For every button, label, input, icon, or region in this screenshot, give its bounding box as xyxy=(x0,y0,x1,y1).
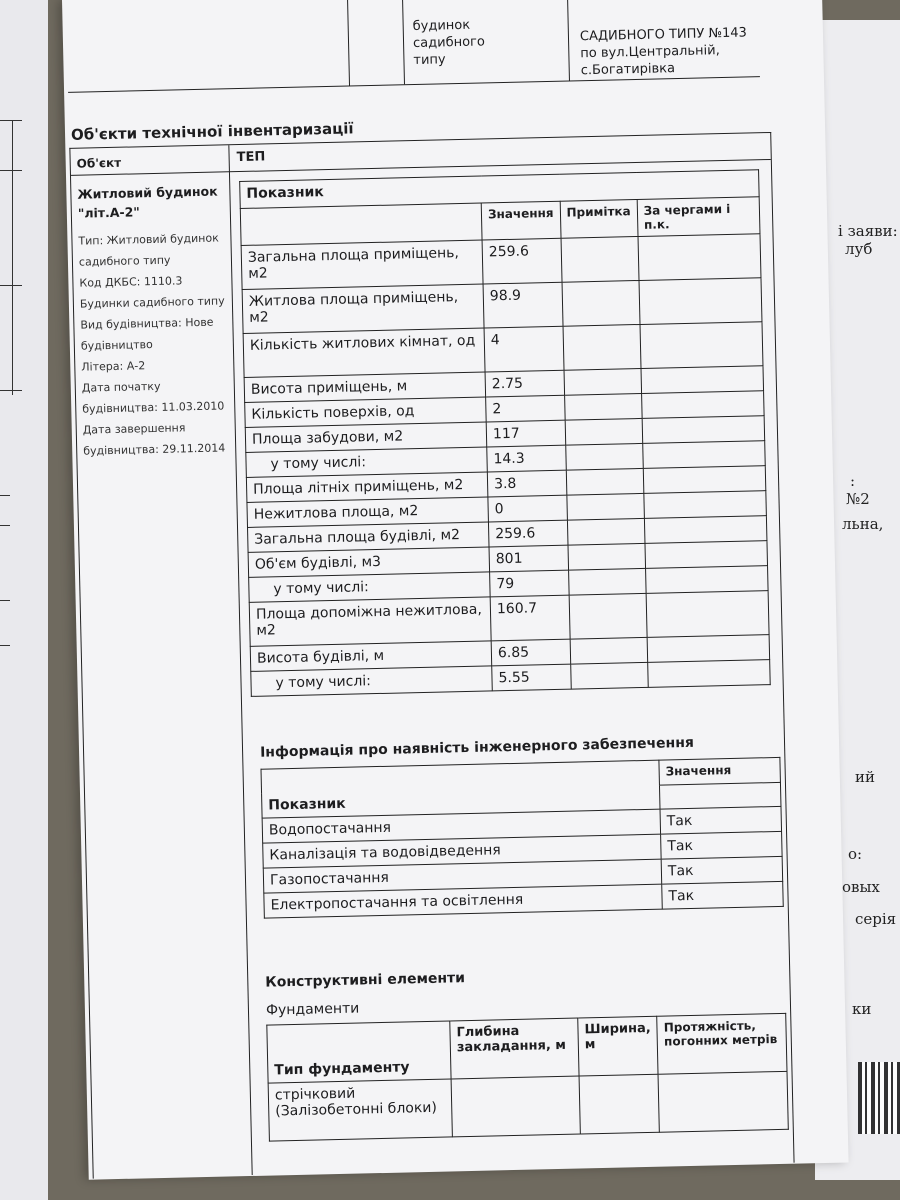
object-column-header: Об'єкт xyxy=(76,155,122,171)
found-col-width: Ширина, м xyxy=(578,1016,659,1076)
tep-col-indicator: Показник xyxy=(240,170,759,209)
tep-row-note xyxy=(565,443,643,470)
tep-row-value: 259.6 xyxy=(488,520,567,547)
eng-row-label: Водопостачання xyxy=(262,809,660,843)
right-fragment: ки xyxy=(852,1000,872,1018)
engineering-title: Інформація про наявність інженерного забезпечення xyxy=(259,734,695,761)
tep-col-note: Примітка xyxy=(560,200,638,239)
tep-row-label: Кількість житлових кімнат, од xyxy=(243,328,485,377)
section-title: Об'єкти технічної інвентаризації xyxy=(70,119,354,144)
tep-row-label: Площа забудови, м2 xyxy=(245,422,487,452)
object-code: Код ДКБС: 1110.3 Будинки садибного типу xyxy=(79,274,225,311)
tep-row-value: 160.7 xyxy=(490,595,570,641)
start-date: Дата початку будівництва: 11.03.2010 xyxy=(81,379,225,416)
object-name: Житловий будинок "літ.А-2" xyxy=(77,183,218,221)
engineering-table xyxy=(260,757,783,919)
eng-col-value: Значення xyxy=(659,757,781,784)
header-strip xyxy=(62,0,764,100)
tep-row-note xyxy=(568,568,646,595)
tep-row-label: Кількість поверхів, од xyxy=(245,397,487,427)
tep-row-note xyxy=(565,418,643,445)
right-fragment: і заяви: xyxy=(838,222,898,240)
construction-kind: Вид будівництва: Нове будівництво xyxy=(80,315,214,353)
tep-row-queues xyxy=(638,234,761,281)
object-type: Тип: Житловий будинок садибного типу xyxy=(78,231,219,269)
found-row-length xyxy=(658,1071,788,1132)
tep-row-value: 5.55 xyxy=(492,664,571,691)
tep-row-queues xyxy=(642,416,765,444)
tep-row-note xyxy=(570,637,648,664)
tep-row-label: Житлова площа приміщень, м2 xyxy=(242,284,484,333)
eng-row-label: Газопостачання xyxy=(263,859,661,893)
found-row-width xyxy=(579,1074,660,1134)
tep-row-label: Площа літніх приміщень, м2 xyxy=(246,472,488,502)
tep-row-queues xyxy=(646,591,769,638)
tep-column-header: ТЕП xyxy=(236,149,266,166)
tep-row-note xyxy=(566,468,644,495)
foundation-row xyxy=(268,1071,788,1141)
tep-row-label: Загальна площа приміщень, м2 xyxy=(241,240,483,289)
tep-table xyxy=(239,169,771,697)
found-row-type: стрічковий (Залізобетонні блоки) xyxy=(268,1079,452,1141)
eng-row-label: Каналізація та водовідведення xyxy=(263,834,661,868)
right-fragment: о: xyxy=(848,845,863,863)
tep-row-label: Висота приміщень, м xyxy=(244,372,486,402)
tep-row-label: Нежитлова площа, м2 xyxy=(247,497,489,527)
eng-row-value: Так xyxy=(662,881,784,909)
object-details xyxy=(78,227,233,461)
tep-row-label: Загальна площа будівлі, м2 xyxy=(248,522,490,552)
tep-row-queues xyxy=(640,322,763,369)
eng-row-label: Електропостачання та освітлення xyxy=(264,884,662,918)
tep-row-value: 3.8 xyxy=(487,470,566,497)
document-page xyxy=(62,0,849,1180)
right-fragment: серія xyxy=(855,910,897,928)
tep-row-value: 2 xyxy=(486,395,565,422)
tep-row-value: 79 xyxy=(490,570,569,597)
tep-row-note xyxy=(568,543,646,570)
right-fragment: луб xyxy=(845,240,873,258)
tep-row-note xyxy=(564,368,642,395)
tep-row-value: 98.9 xyxy=(483,282,563,328)
tep-row-value: 801 xyxy=(489,545,568,572)
eng-col-value-spacer xyxy=(659,782,781,809)
building-type-text: будинок садибного типу xyxy=(412,17,486,69)
tep-row-label: у тому числі: xyxy=(249,572,491,602)
right-fragment: овых xyxy=(842,878,880,896)
tep-col-indicator-spacer xyxy=(240,203,482,245)
objects-frame xyxy=(69,132,794,1179)
foundations-table xyxy=(266,1013,789,1142)
qr-code xyxy=(858,1062,900,1134)
found-col-type: Тип фундаменту xyxy=(267,1021,451,1083)
end-date: Дата завершення будівництва: 29.11.2014 xyxy=(82,421,226,458)
tep-row-label: у тому числі: xyxy=(246,447,488,477)
eng-row-value: Так xyxy=(661,831,783,859)
address-line: по вул.Центральній, xyxy=(580,43,720,62)
tep-row-queues xyxy=(644,491,767,519)
right-fragment: ий xyxy=(855,768,875,786)
eng-row-value: Так xyxy=(660,806,782,834)
tep-row-note xyxy=(564,393,642,420)
foundations-subtitle: Фундаменти xyxy=(265,1000,360,1019)
eng-row-value: Так xyxy=(661,856,783,884)
address-block xyxy=(580,24,748,79)
tep-row-note xyxy=(566,493,644,520)
tep-row-queues xyxy=(642,441,765,469)
letter: Літера: А-2 xyxy=(81,359,146,374)
tep-row-queues xyxy=(645,566,768,594)
tep-row-queues xyxy=(641,391,764,419)
tep-row-queues xyxy=(645,541,768,569)
left-sheet-lines xyxy=(0,120,22,1020)
tep-row-label: Площа допоміжна нежитлова, м2 xyxy=(249,597,491,646)
tep-row-queues xyxy=(643,466,766,494)
eng-col-indicator: Показник xyxy=(262,785,660,819)
address-line: САДИБНОГО ТИПУ №143 xyxy=(579,25,748,45)
tep-row-value: 0 xyxy=(488,495,567,522)
tep-row-value: 4 xyxy=(484,326,564,372)
tep-col-value: Значення xyxy=(481,201,560,240)
tep-row-label: Висота будівлі, м xyxy=(250,641,492,671)
right-fragment: №2 xyxy=(846,490,870,508)
tep-row-queues xyxy=(644,516,767,544)
address-line: с.Богатирівка xyxy=(580,61,676,79)
found-col-length: Протяжність, погонних метрів xyxy=(657,1013,787,1074)
tep-row-note xyxy=(562,280,640,326)
tep-row-queues xyxy=(639,278,762,325)
tep-row-value: 259.6 xyxy=(482,238,562,284)
right-fragment: льна, xyxy=(842,515,884,533)
tep-row-value: 2.75 xyxy=(485,370,564,397)
tep-row-label: Об'єм будівлі, м3 xyxy=(248,547,490,577)
found-row-depth xyxy=(451,1076,580,1137)
tep-row-note xyxy=(570,662,648,689)
found-col-depth: Глибина закладання, м xyxy=(450,1018,579,1079)
tep-row-value: 117 xyxy=(486,420,565,447)
tep-row-label: у тому числі: xyxy=(251,666,493,696)
tep-row-note xyxy=(561,236,639,282)
construction-title: Конструктивні елементи xyxy=(265,970,466,991)
tep-row-queues xyxy=(647,635,770,663)
tep-row-value: 6.85 xyxy=(491,639,570,666)
tep-row-note xyxy=(567,518,645,545)
tep-col-queues: За чергами і п.к. xyxy=(637,197,760,237)
tep-row-note xyxy=(563,324,641,370)
tep-row-note xyxy=(569,593,647,639)
tep-row-queues xyxy=(647,660,770,688)
right-fragment: : xyxy=(850,472,856,490)
tep-row-queues xyxy=(641,366,764,394)
tep-row-value: 14.3 xyxy=(487,445,566,472)
